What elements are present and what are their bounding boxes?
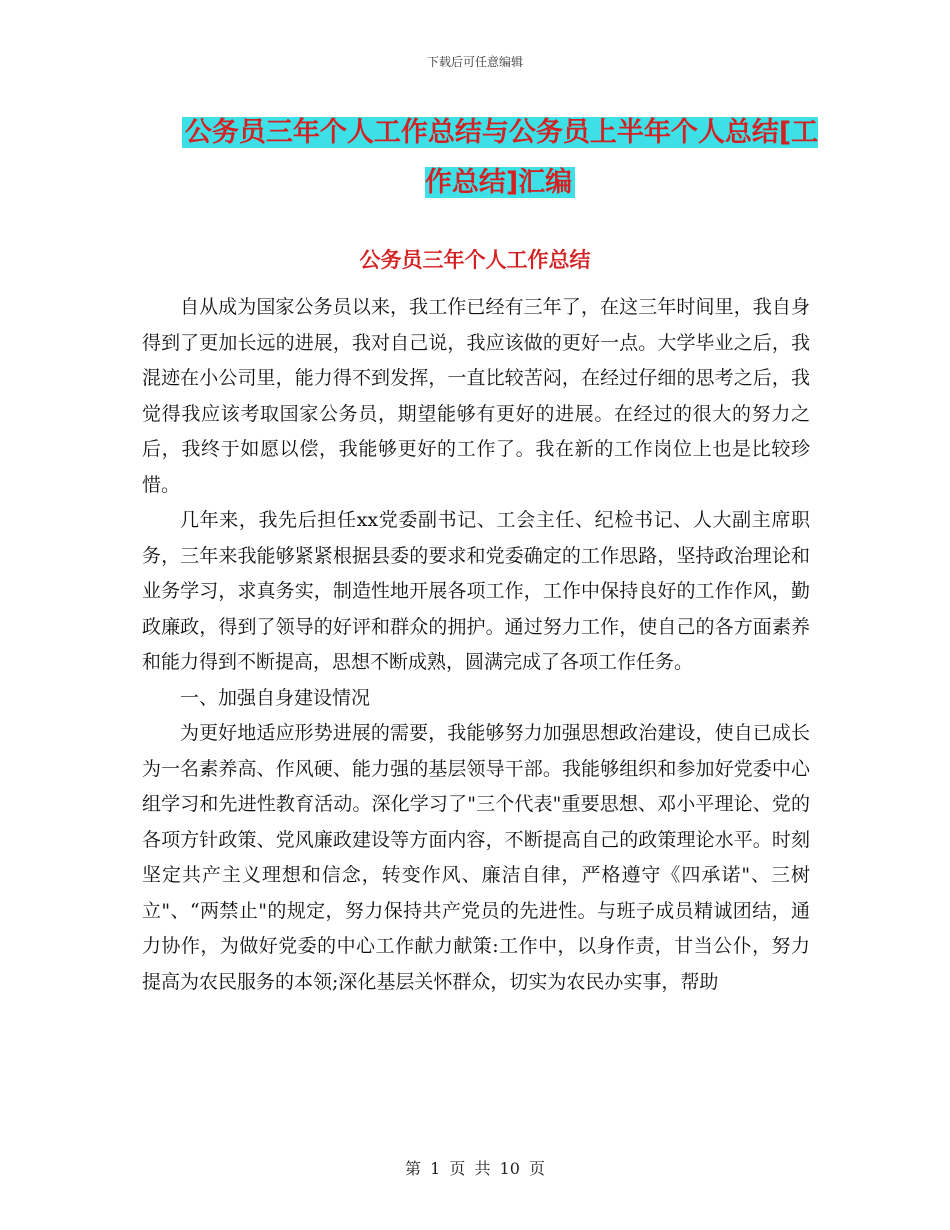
section-title: 公务员三年个人工作总结 (359, 248, 591, 272)
header-note: 下载后可任意编辑 (426, 55, 523, 69)
document-title-text: 公务员三年个人工作总结与公务员上半年个人总结[工作总结]汇编 (182, 117, 818, 198)
document-title (180, 108, 820, 208)
section-heading: 一、加强自身建设情况 (180, 686, 371, 709)
paragraph: 为更好地适应形势进展的需要，我能够努力加强思想政治建设，使自已成长为一名素养高、作风硬、能力强的基层领导干部。我能够组织和参加好党委中心组学习和先进性教育活动。深化学习了"三个代表"重要思想、邓小平理论、党的各项方针政策、党风廉政建设等方面内容，不断提高自己的政策理论水平。时刻坚定共产主义理想和信念，转变作风、廉洁自律，严格遵守《四承诺"、三树立"、“两禁止"的规定，努力保持共产党员的先进性。与班子成员精诚团结，通力协作，为做好党委的中心工作献力献策:工作中，以身作责，甘当公仆，努力提高为农民服务的本领;深化基层关怀群众，切实为农民办实事，帮助 (142, 722, 810, 993)
paragraph: 几年来，我先后担任xx党委副书记、工会主任、纪检书记、人大副主席职务，三年来我能够紧紧根据县委的要求和党委确定的工作思路，坚持政治理论和业务学习，求真务实，制造性地开展各项工作，工作中保持良好的工作作风，勤政廉政，得到了领导的好评和群众的拥护。通过努力工作，使自己的各方面素养和能力得到不断提高，思想不断成熟，圆满完成了各项工作任务。 (142, 509, 810, 673)
document-body (142, 290, 810, 1000)
paragraph: 自从成为国家公务员以来，我工作已经有三年了，在这三年时间里，我自身得到了更加长远的进展，我对自己说，我应该做的更好一点。大学毕业之后，我混迹在小公司里，能力得不到发挥，一直比较苦闷，在经过仔细的思考之后，我觉得我应该考取国家公务员，期望能够有更好的进展。在经过的很大的努力之后，我终于如愿以偿，我能够更好的工作了。我在新的工作岗位上也是比较珍惜。 (142, 296, 810, 496)
page-footer: 第 1 页 共 10 页 (405, 1159, 545, 1178)
